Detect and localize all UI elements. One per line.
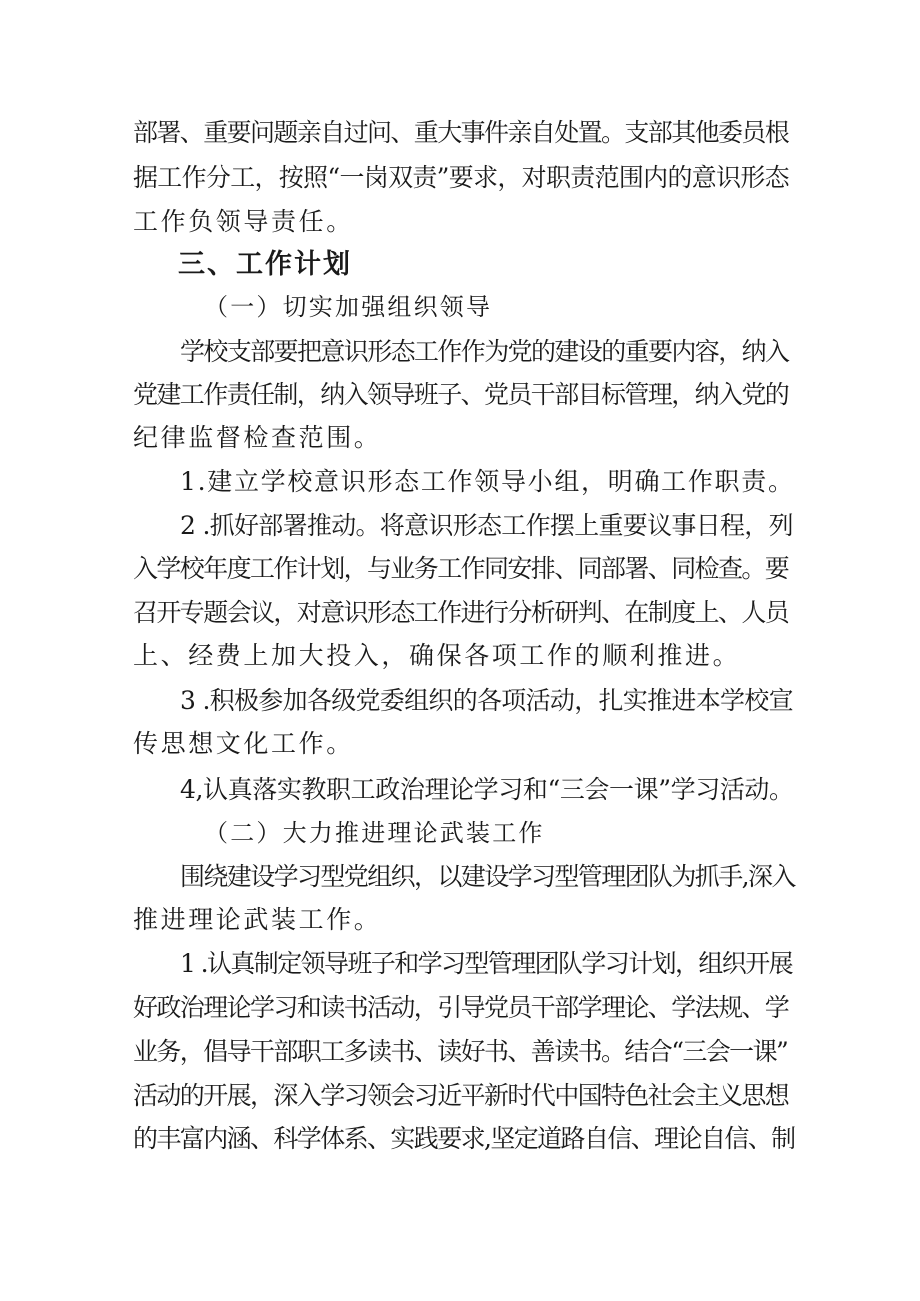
list-item: 1.建立学校意识形态工作领导小组，明确工作职责。 xyxy=(180,467,795,496)
list-item: 3 .积极参加各级党委组织的各项活动，扎实推进本学校宣 xyxy=(180,686,793,715)
paragraph-line: 围绕建设学习型党组织，以建设学习型管理团队为抓手,深入 xyxy=(180,862,795,891)
section-heading: 三、工作计划 xyxy=(178,249,352,280)
paragraph-line: 好政治理论学习和读书活动，引导党员干部学理论、学法规、学 xyxy=(133,993,789,1022)
subsection-heading: （一）切实加强组织领导 xyxy=(204,293,493,321)
list-item: 4,认真落实教职工政治理论学习和“三会一课”学习活动。 xyxy=(180,775,794,804)
paragraph-line: 业务，倡导干部职工多读书、读好书、善读书。结合“三会一课” xyxy=(133,1037,788,1066)
paragraph-line: 的丰富内涵、科学体系、实践要求,坚定道路自信、理论自信、制 xyxy=(133,1124,795,1153)
list-item: 2 .抓好部署推动。将意识形态工作摆上重要议事日程，列 xyxy=(180,511,793,540)
paragraph-line: 入学校年度工作计划，与业务工作同安排、同部署、同检查。要 xyxy=(133,554,789,583)
paragraph-line: 部署、重要问题亲自过问、重大事件亲自处置。支部其他委员根 xyxy=(133,118,789,147)
paragraph-line: 据工作分工，按照“一岗双责”要求，对职责范围内的意识形态 xyxy=(133,163,789,192)
paragraph-line: 学校支部要把意识形态工作作为党的建设的重要内容，纳入 xyxy=(180,337,789,366)
paragraph-line: 党建工作责任制，纳入领导班子、党员干部目标管理，纳入党的 xyxy=(133,380,789,409)
paragraph-line: 活动的开展，深入学习领会习近平新时代中国特色社会主义思想 xyxy=(133,1081,789,1110)
paragraph-line: 上、经费上加大投入，确保各项工作的顺利推进。 xyxy=(133,641,741,670)
paragraph-line: 传思想文化工作。 xyxy=(133,729,354,758)
paragraph-line: 纪律监督检查范围。 xyxy=(133,423,382,452)
paragraph-line: 推进理论武装工作。 xyxy=(133,905,382,934)
paragraph-line: 工作负领导责任。 xyxy=(133,207,354,236)
list-item: 1 .认真制定领导班子和学习型管理团队学习计划，组织开展 xyxy=(180,949,793,978)
paragraph-line: 召开专题会议，对意识形态工作进行分析研判、在制度上、人员 xyxy=(133,598,789,627)
subsection-heading: （二）大力推进理论武装工作 xyxy=(204,819,545,847)
